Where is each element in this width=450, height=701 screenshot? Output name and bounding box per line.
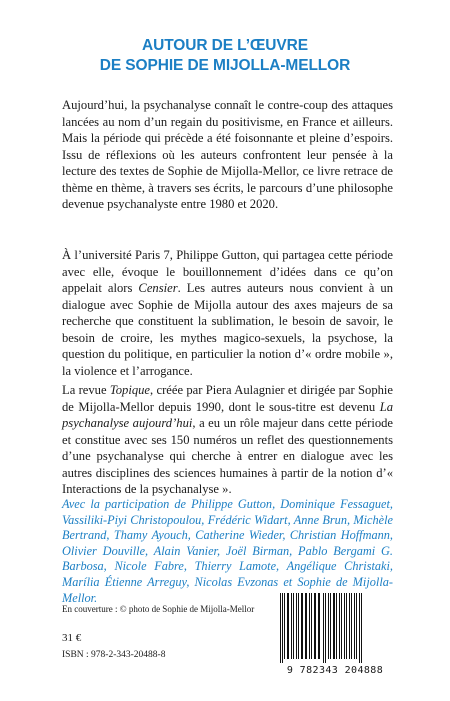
barcode-bar [359, 593, 360, 663]
barcode-bar [356, 593, 357, 659]
barcode-bar [311, 593, 312, 659]
barcode-bar [351, 593, 352, 659]
barcode-bar [291, 593, 292, 659]
barcode-bar [344, 593, 345, 659]
barcode-bar [349, 593, 350, 659]
barcode-bar [333, 593, 335, 659]
barcode-bar [361, 593, 362, 663]
barcode-bar [298, 593, 299, 659]
paragraph-2-italic: Censier [138, 281, 178, 295]
barcode-bar [305, 593, 307, 659]
barcode-bar [301, 593, 303, 659]
contributors-list: Avec la participation de Philippe Gutton, Dominique Fessaguet, Vassiliki-Piyi Christopoulou, Frédéric Widart, Anne Brun, Michèle Bertrand, Thamy Ayouch, Catherine Wieder, Christian Hoffmann, Olivier Douville, Alain Vanier, Joël Birman, Pablo Bergami G. Barbosa, Nicole Fabre, Thierry Lamote, Angélique Christaki, Marília Étienne Arreguy, Nicolas Evzonas et Sophie de Mijolla-Mellor. [62, 497, 393, 605]
title-line-2: DE SOPHIE DE MIJOLLA-MELLOR [99, 57, 351, 74]
barcode-bar [354, 593, 355, 659]
paragraph-2-text-b: . Les autres auteurs nous convient à un dialogue avec Sophie de Mijolla autour des axes majeurs de sa recherche que constituent la sublimation, le besoin de savoir, le besoin de croire, les mythes magico-sexuels, la psychose, la question du politique, en particulier la notion d’« ordre mobile », la violence et l’arrogance. [62, 281, 393, 378]
paragraph-3-italic-1: Topique [109, 383, 151, 397]
barcode-bar [314, 593, 316, 659]
title-line-1: AUTOUR DE L’ŒUVRE [142, 37, 308, 54]
barcode-bar [318, 593, 320, 659]
barcode-bar [287, 593, 289, 659]
barcode-bar [309, 593, 310, 659]
paragraph-1: Aujourd’hui, la psychanalyse connaît le contre-coup des attaques lancées au nom d’un regain du positivisme, en France et ailleurs. Mais la période qui précède a été foisonnante et pleine d’espoirs. Issu de réflexions où les auteurs confrontent leur pensée à la lecture des textes de Sophie de Mijolla-Mellor, ce livre retrace de thème en thème, à travers ses écrits, le parcours d’une philosophe devenue psychanalyste entre 1980 et 2020. [62, 98, 393, 211]
barcode-bar [325, 593, 326, 663]
paragraph-3-italic-2: La psychanalyse aujourd’hui [62, 399, 393, 430]
paragraph-3 [62, 382, 393, 498]
paragraph-3-text-b: , créée par Piera Aulagnier et dirigée par Sophie de Mijolla-Mellor depuis 1990, dont le sous-titre est devenu [62, 383, 394, 414]
price: 31 € [62, 632, 82, 644]
barcode-bar [341, 593, 342, 659]
isbn: ISBN : 978-2-343-20488-8 [62, 650, 166, 660]
barcode-bar [336, 593, 337, 659]
barcode-bar [339, 593, 340, 659]
paragraph-2-text-a: À l’université Paris 7, Philippe Gutton, qui partagea cette période avec elle, évoque le bouillonnement d’idées dans ce qu’on appelait alors [62, 248, 393, 295]
barcode-bar [282, 593, 283, 663]
barcode-bar [323, 593, 324, 663]
barcode-bar [296, 593, 297, 659]
barcode-bars [272, 591, 398, 665]
barcode-bar [346, 593, 347, 659]
barcode-bar [293, 593, 294, 659]
paragraph-3-text-a: La revue [62, 383, 110, 397]
barcode-bar [328, 593, 329, 659]
paragraph-3-text-c: , a eu un rôle majeur dans cette période et constitue avec ses 150 numéros un reflet des questionnements d’une psychanalyse qui cherche à entrer en dialogue avec les autres disciplines des sciences humaines à partir de la notion d’« Interactions de la psychanalyse ». [62, 416, 393, 496]
barcode-bar [280, 593, 281, 663]
barcode [272, 591, 398, 677]
barcode-bar [284, 593, 285, 659]
barcode-bar [330, 593, 331, 659]
barcode-digits: 9 782343 204888 [286, 665, 384, 676]
paragraph-2 [62, 247, 393, 379]
cover-credit: En couverture : © photo de Sophie de Mijolla-Mellor [62, 604, 255, 614]
